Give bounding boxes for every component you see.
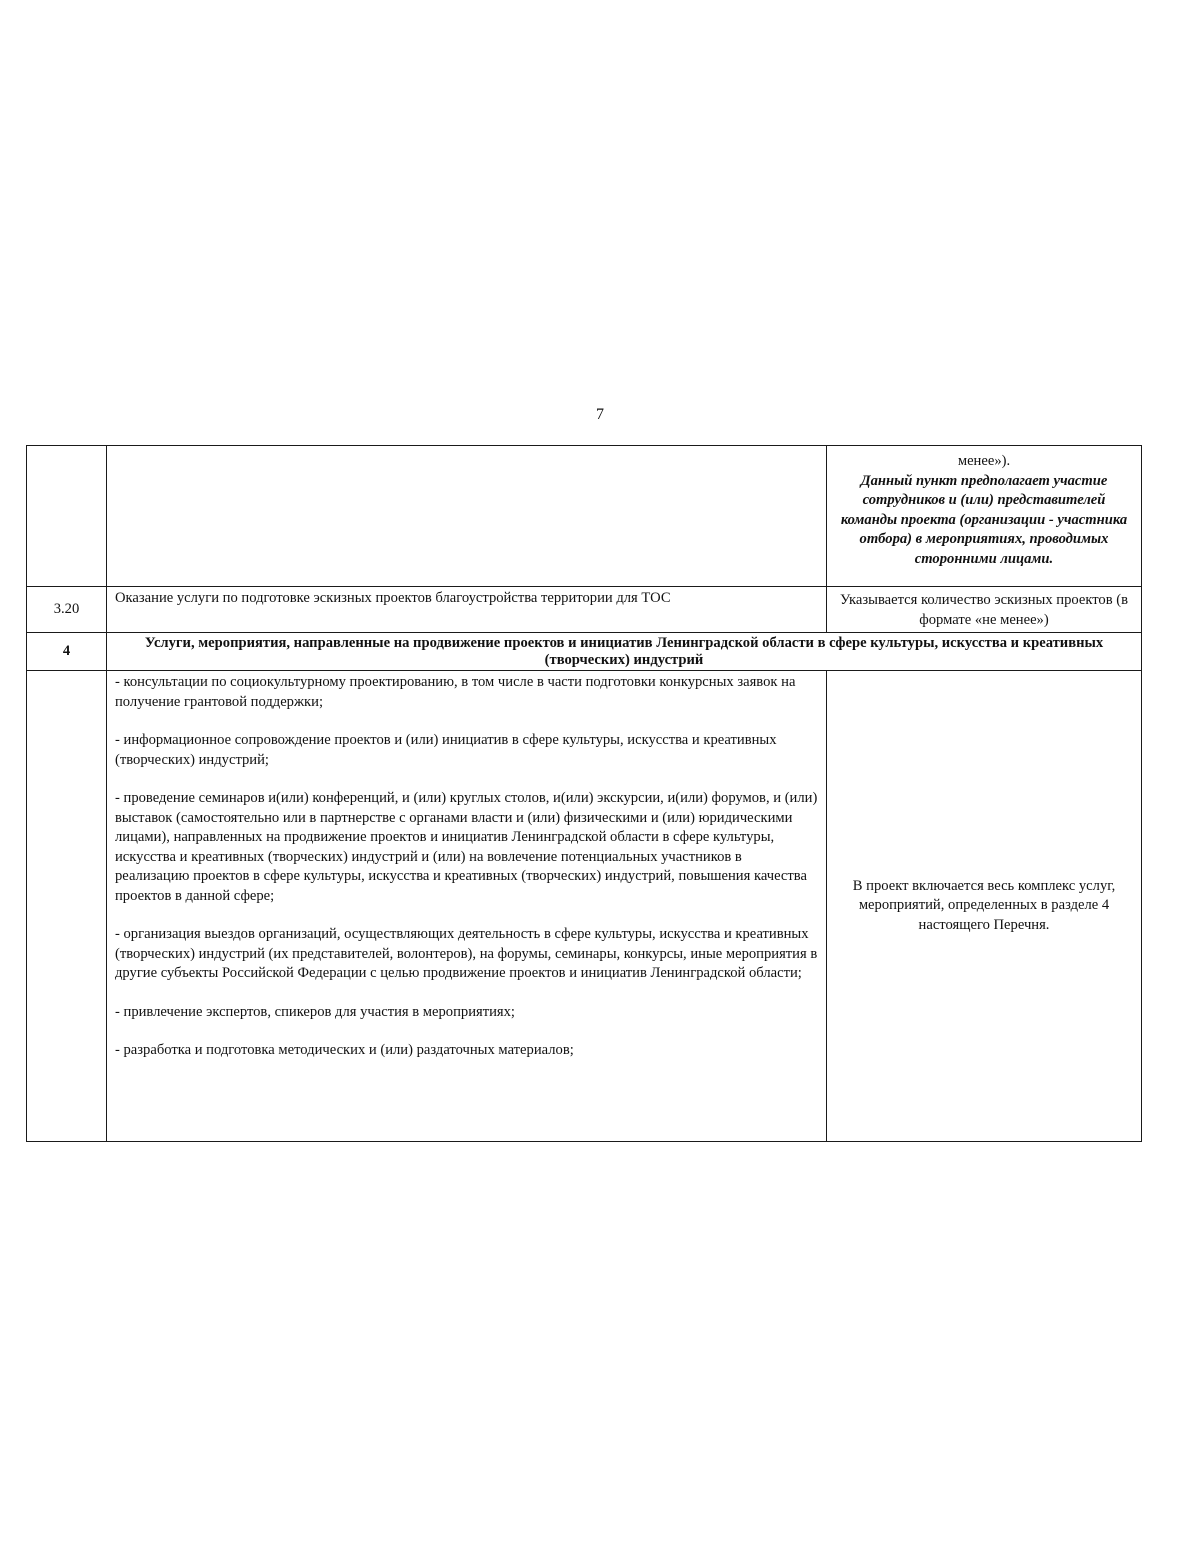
section-4-note: В проект включается весь комплекс услуг, мероприятий, определенных в разделе 4 настоящего Перечня. <box>827 671 1142 1142</box>
row-number-3-20: 3.20 <box>27 587 107 633</box>
cell-number-empty <box>27 671 107 1142</box>
note-continuation-italic: Данный пункт предполагает участие сотрудников и (или) представителей команды проекта (организации - участника отбора) в мероприятиях, проводимых сторонними лицами. <box>840 472 1128 567</box>
list-item: - разработка и подготовка методических и (или) раздаточных материалов; <box>115 1042 574 1058</box>
list-item: - проведение семинаров и(или) конференций, и (или) круглых столов, и(или) экскурсии, и(или) форумов, и (или) выставок (самостоятельно или в партнерстве с органами власти и (или) физическими и (или) юридическими лицами), направленных на продвижение проектов и инициатив Ленинградской области в сфере культуры, искусства и креативных (творческих) индустрий и (или) на вовлечение потенциальных участников в реализацию проектов в сфере культуры, искусства и креативных (творческих) индустрий, повышения качества проектов в данной сфере; <box>115 790 818 904</box>
cell-description <box>107 446 827 587</box>
section-number-4: 4 <box>27 633 107 671</box>
table-row-continuation <box>27 446 1142 587</box>
list-item: - организация выездов организаций, осуществляющих деятельность в сфере культуры, искусства и креативных (творческих) индустрий (их представителей, волонтеров), на форумы, семинары, конкурсы, иные мероприятия в другие субъекты Российской Федерации с целью продвижение проектов и инициатив Ленинградской области; <box>115 926 818 981</box>
list-item: - консультации по социокультурному проектированию, в том числе в части подготовки конкурсных заявок на получение грантовой поддержки; <box>115 674 796 710</box>
table-row-section-4-items <box>27 671 1142 1142</box>
section-title-4: Услуги, мероприятия, направленные на продвижение проектов и инициатив Ленинградской области в сфере культуры, искусства и креативных (творческих) индустрий <box>107 633 1142 671</box>
services-table <box>26 445 1142 1142</box>
page-number: 7 <box>596 406 604 423</box>
row-note-3-20: Указывается количество эскизных проектов (в формате «не менее») <box>839 592 1129 628</box>
table-row-3-20 <box>27 587 1142 633</box>
note-continuation-head: менее»). <box>957 453 1011 469</box>
list-item: - привлечение экспертов, спикеров для участия в мероприятиях; <box>115 1003 515 1020</box>
cell-number <box>27 446 107 587</box>
row-note-3-20-cell <box>827 587 1142 633</box>
section-4-items-list <box>107 671 827 1142</box>
table-row-section-4 <box>27 633 1142 671</box>
row-description-3-20: Оказание услуги по подготовке эскизных проектов благоустройства территории для ТОС <box>107 587 827 633</box>
list-item: - информационное сопровождение проектов и (или) инициатив в сфере культуры, искусства и креативных (творческих) индустрий; <box>115 732 777 768</box>
cell-note <box>827 446 1142 587</box>
